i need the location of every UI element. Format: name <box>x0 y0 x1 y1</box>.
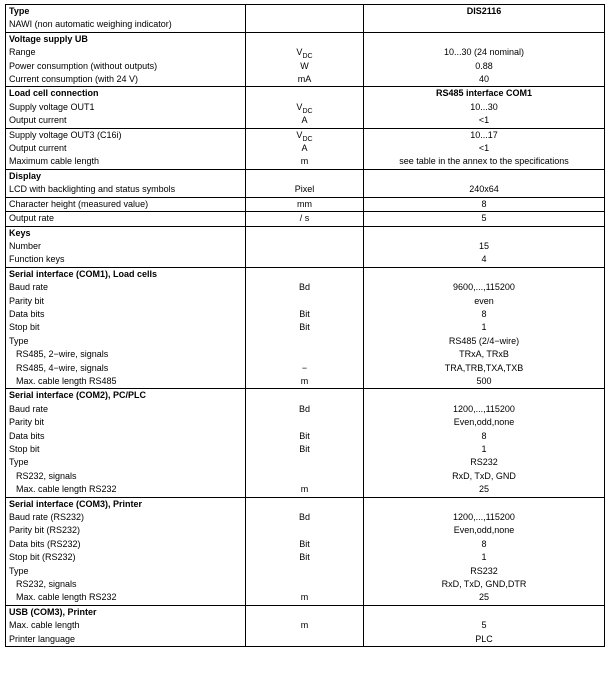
parameter-label: Supply voltage OUT1 <box>6 101 246 114</box>
parameter-label: RS485, 2−wire, signals <box>6 348 246 361</box>
value-cell: 8 <box>364 430 605 443</box>
section-header-row <box>6 389 605 403</box>
unit-cell: Bit <box>246 430 364 443</box>
spec-row <box>6 443 605 456</box>
unit-cell: m <box>246 155 364 169</box>
spec-row <box>6 142 605 155</box>
spec-row <box>6 375 605 389</box>
spec-row <box>6 633 605 647</box>
section-title: Keys <box>6 226 246 240</box>
value-cell: DIS2116 <box>364 5 605 19</box>
section-header-row <box>6 87 605 101</box>
unit-cell <box>246 335 364 348</box>
unit-cell <box>246 524 364 537</box>
value-cell: 1200,...,115200 <box>364 403 605 416</box>
unit-cell <box>246 169 364 183</box>
value-cell <box>364 605 605 619</box>
parameter-label: Function keys <box>6 253 246 267</box>
parameter-label: Data bits <box>6 430 246 443</box>
unit-cell <box>246 87 364 101</box>
parameter-label: Baud rate (RS232) <box>6 511 246 524</box>
parameter-label: Supply voltage OUT3 (C16i) <box>6 128 246 142</box>
value-cell: RS232 <box>364 565 605 578</box>
section-header-row <box>6 5 605 19</box>
spec-row <box>6 73 605 87</box>
spec-row <box>6 114 605 128</box>
unit-cell <box>246 5 364 19</box>
value-cell: RS485 interface COM1 <box>364 87 605 101</box>
value-cell: 10...17 <box>364 128 605 142</box>
spec-sheet <box>5 4 604 647</box>
unit-cell <box>246 470 364 483</box>
section-title: Type <box>6 5 246 19</box>
spec-row <box>6 253 605 267</box>
spec-row <box>6 212 605 226</box>
spec-row <box>6 308 605 321</box>
unit-cell: W <box>246 60 364 73</box>
unit-cell: A <box>246 114 364 128</box>
section-title: Serial interface (COM2), PC/PLC <box>6 389 246 403</box>
spec-row <box>6 321 605 334</box>
value-cell: RS485 (2/4−wire) <box>364 335 605 348</box>
spec-row <box>6 403 605 416</box>
parameter-label: Output rate <box>6 212 246 226</box>
value-cell: Even,odd,none <box>364 416 605 429</box>
unit-cell <box>246 348 364 361</box>
section-title: Display <box>6 169 246 183</box>
value-cell: 10...30 <box>364 101 605 114</box>
spec-row <box>6 348 605 361</box>
value-cell: <1 <box>364 114 605 128</box>
parameter-label: Power consumption (without outputs) <box>6 60 246 73</box>
unit-cell: m <box>246 619 364 632</box>
parameter-label: Data bits <box>6 308 246 321</box>
spec-row <box>6 524 605 537</box>
spec-row <box>6 362 605 375</box>
spec-row <box>6 470 605 483</box>
unit-cell: A <box>246 142 364 155</box>
section-title: Voltage supply UB <box>6 32 246 46</box>
spec-row <box>6 483 605 497</box>
value-cell: even <box>364 295 605 308</box>
value-cell <box>364 267 605 281</box>
parameter-label: Type <box>6 456 246 469</box>
unit-cell: m <box>246 483 364 497</box>
spec-row <box>6 538 605 551</box>
unit-cell <box>246 456 364 469</box>
unit-cell: Bit <box>246 443 364 456</box>
section-header-row <box>6 497 605 511</box>
unit-cell <box>246 416 364 429</box>
section-title: Serial interface (COM1), Load cells <box>6 267 246 281</box>
spec-row <box>6 591 605 605</box>
unit-cell: Bit <box>246 551 364 564</box>
value-cell: 9600,...,115200 <box>364 281 605 294</box>
unit-cell: Bd <box>246 403 364 416</box>
parameter-label: Output current <box>6 114 246 128</box>
spec-row <box>6 18 605 32</box>
value-cell: 25 <box>364 483 605 497</box>
value-cell: 8 <box>364 197 605 211</box>
unit-cell: mA <box>246 73 364 87</box>
spec-row <box>6 416 605 429</box>
value-cell: 1200,...,115200 <box>364 511 605 524</box>
parameter-label: LCD with backlighting and status symbols <box>6 183 246 197</box>
value-cell: 15 <box>364 240 605 253</box>
unit-cell: $V_{DC}$ <box>246 128 364 142</box>
parameter-label: Printer language <box>6 633 246 647</box>
parameter-label: Max. cable length RS485 <box>6 375 246 389</box>
unit-cell <box>246 32 364 46</box>
spec-row <box>6 511 605 524</box>
unit-cell: Bd <box>246 281 364 294</box>
value-cell: PLC <box>364 633 605 647</box>
unit-cell: Bd <box>246 511 364 524</box>
spec-row <box>6 619 605 632</box>
parameter-label: Baud rate <box>6 403 246 416</box>
unit-cell <box>246 578 364 591</box>
value-cell: 1 <box>364 551 605 564</box>
value-cell: RS232 <box>364 456 605 469</box>
value-cell: see table in the annex to the specifications <box>364 155 605 169</box>
unit-cell: m <box>246 591 364 605</box>
spec-row <box>6 295 605 308</box>
unit-cell: m <box>246 375 364 389</box>
section-header-row <box>6 267 605 281</box>
value-cell: 1 <box>364 443 605 456</box>
value-cell <box>364 169 605 183</box>
section-title: Serial interface (COM3), Printer <box>6 497 246 511</box>
unit-cell <box>246 565 364 578</box>
value-cell <box>364 32 605 46</box>
value-cell: 10...30 (24 nominal) <box>364 46 605 59</box>
spec-row <box>6 46 605 59</box>
value-cell: 5 <box>364 212 605 226</box>
unit-cell: $V_{DC}$ <box>246 46 364 59</box>
value-cell: <1 <box>364 142 605 155</box>
spec-row <box>6 551 605 564</box>
parameter-label: RS232, signals <box>6 470 246 483</box>
value-cell <box>364 18 605 32</box>
unit-cell <box>246 226 364 240</box>
unit-cell <box>246 18 364 32</box>
unit-cell <box>246 253 364 267</box>
spec-row <box>6 430 605 443</box>
unit-cell <box>246 295 364 308</box>
unit-cell: mm <box>246 197 364 211</box>
parameter-label: Maximum cable length <box>6 155 246 169</box>
unit-cell <box>246 633 364 647</box>
value-cell: 240x64 <box>364 183 605 197</box>
section-title: Load cell connection <box>6 87 246 101</box>
value-cell: 5 <box>364 619 605 632</box>
spec-row <box>6 565 605 578</box>
section-header-row <box>6 605 605 619</box>
value-cell: TRA,TRB,TXA,TXB <box>364 362 605 375</box>
parameter-label: Type <box>6 565 246 578</box>
value-cell: 8 <box>364 308 605 321</box>
section-header-row <box>6 169 605 183</box>
parameter-label: Character height (measured value) <box>6 197 246 211</box>
parameter-label: RS232, signals <box>6 578 246 591</box>
spec-row <box>6 578 605 591</box>
parameter-label: Type <box>6 335 246 348</box>
unit-cell: Bit <box>246 308 364 321</box>
unit-cell: Bit <box>246 321 364 334</box>
spec-row <box>6 128 605 142</box>
parameter-label: Parity bit <box>6 295 246 308</box>
value-cell: RxD, TxD, GND <box>364 470 605 483</box>
unit-cell: − <box>246 362 364 375</box>
section-header-row <box>6 226 605 240</box>
parameter-label: Range <box>6 46 246 59</box>
parameter-label: Stop bit (RS232) <box>6 551 246 564</box>
parameter-label: NAWI (non automatic weighing indicator) <box>6 18 246 32</box>
parameter-label: Baud rate <box>6 281 246 294</box>
value-cell: Even,odd,none <box>364 524 605 537</box>
parameter-label: Parity bit (RS232) <box>6 524 246 537</box>
parameter-label: Stop bit <box>6 443 246 456</box>
parameter-label: Stop bit <box>6 321 246 334</box>
unit-cell: / s <box>246 212 364 226</box>
parameter-label: Parity bit <box>6 416 246 429</box>
unit-cell: Pixel <box>246 183 364 197</box>
parameter-label: Max. cable length RS232 <box>6 483 246 497</box>
spec-row <box>6 456 605 469</box>
parameter-label: RS485, 4−wire, signals <box>6 362 246 375</box>
unit-cell: Bit <box>246 538 364 551</box>
value-cell: 4 <box>364 253 605 267</box>
unit-cell <box>246 267 364 281</box>
unit-cell <box>246 497 364 511</box>
spec-row <box>6 183 605 197</box>
unit-cell: $V_{DC}$ <box>246 101 364 114</box>
unit-cell <box>246 605 364 619</box>
parameter-label: Data bits (RS232) <box>6 538 246 551</box>
spec-table <box>5 4 605 647</box>
value-cell: RxD, TxD, GND,DTR <box>364 578 605 591</box>
parameter-label: Output current <box>6 142 246 155</box>
parameter-label: Max. cable length <box>6 619 246 632</box>
parameter-label: Current consumption (with 24 V) <box>6 73 246 87</box>
value-cell: 1 <box>364 321 605 334</box>
spec-row <box>6 101 605 114</box>
spec-row <box>6 60 605 73</box>
value-cell: 40 <box>364 73 605 87</box>
unit-cell <box>246 240 364 253</box>
value-cell <box>364 389 605 403</box>
parameter-label: Max. cable length RS232 <box>6 591 246 605</box>
section-title: USB (COM3), Printer <box>6 605 246 619</box>
value-cell: 0.88 <box>364 60 605 73</box>
value-cell: TRxA, TRxB <box>364 348 605 361</box>
parameter-label: Number <box>6 240 246 253</box>
spec-row <box>6 197 605 211</box>
value-cell <box>364 226 605 240</box>
spec-table-body <box>6 5 605 647</box>
spec-row <box>6 281 605 294</box>
unit-cell <box>246 389 364 403</box>
spec-row <box>6 335 605 348</box>
value-cell <box>364 497 605 511</box>
section-header-row <box>6 32 605 46</box>
spec-row <box>6 155 605 169</box>
value-cell: 25 <box>364 591 605 605</box>
spec-row <box>6 240 605 253</box>
value-cell: 8 <box>364 538 605 551</box>
value-cell: 500 <box>364 375 605 389</box>
